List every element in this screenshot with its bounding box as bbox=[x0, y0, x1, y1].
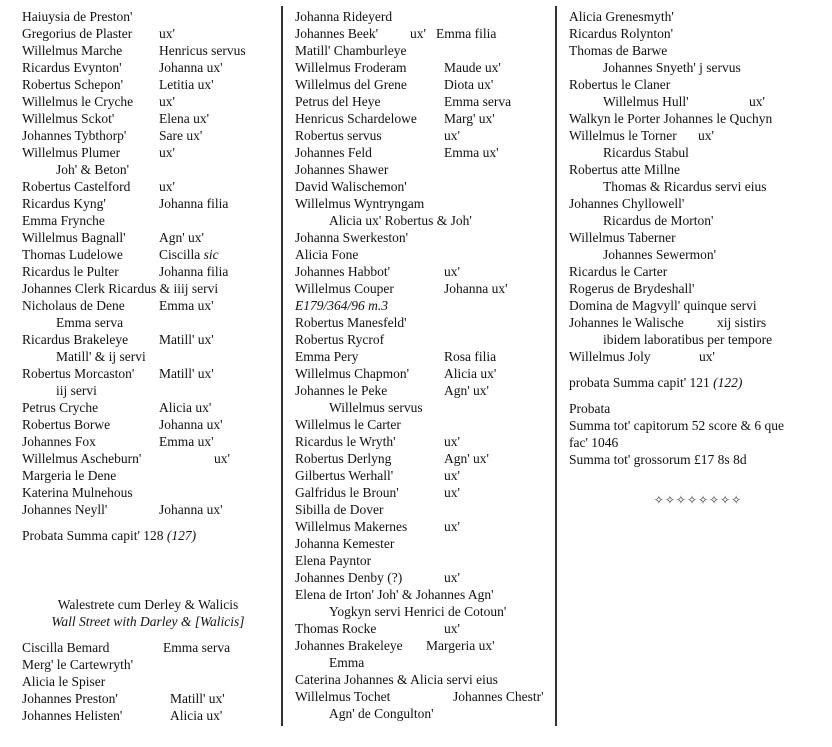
spacer bbox=[22, 544, 274, 596]
householder-name: Thomas Ludelowe bbox=[22, 247, 123, 262]
entry-row bbox=[295, 518, 552, 535]
entry-continuation: Emma bbox=[329, 655, 365, 670]
entry-row bbox=[295, 620, 552, 637]
householder-name: Johannes Neyll' bbox=[22, 502, 108, 517]
entry-continuation: Johannes Sewermon' bbox=[603, 247, 717, 262]
householder-name: Thomas Rocke bbox=[295, 621, 377, 636]
household-member: Diota ux' bbox=[444, 77, 494, 92]
spacer bbox=[22, 630, 274, 639]
entry-row bbox=[22, 365, 274, 382]
household-member: Johanna ux' bbox=[159, 60, 223, 75]
household-member: ux' bbox=[159, 179, 175, 194]
entry-row: Alicia Grenesmyth' bbox=[569, 9, 674, 24]
entry-row: Caterina Johannes & Alicia servi eius bbox=[295, 672, 498, 687]
entry-row: Johannes Chyllowell' bbox=[569, 196, 685, 211]
householder-name: Willelmus Froderam bbox=[295, 60, 407, 75]
spacer bbox=[569, 468, 827, 492]
entry-row bbox=[22, 110, 274, 127]
household-member: Emma ux' bbox=[159, 434, 214, 449]
householder-name: Johanna Swerkeston' bbox=[295, 230, 409, 245]
entry-continuation: Ricardus de Morton' bbox=[603, 213, 714, 228]
entry-row bbox=[22, 178, 274, 195]
summa-text: probata Summa capit' 121 bbox=[569, 375, 710, 390]
household-member: ux' Emma filia bbox=[410, 26, 497, 41]
entry-row bbox=[295, 637, 552, 654]
entry-row bbox=[22, 501, 274, 518]
householder-name: Matill' Chamburleye bbox=[295, 43, 407, 58]
householder-name: Nicholaus de Dene bbox=[22, 298, 125, 313]
household-member: Sare ux' bbox=[159, 128, 203, 143]
member-name: Ciscilla bbox=[159, 247, 201, 262]
entry-continuation: Ricardus Stabul bbox=[603, 145, 689, 160]
household-member: Agn' ux' bbox=[444, 451, 489, 466]
household-member: Marg' ux' bbox=[444, 111, 495, 126]
household-member: ux' bbox=[698, 128, 714, 143]
entry-row bbox=[295, 416, 552, 433]
householder-name: Johannes Habbot' bbox=[295, 264, 391, 279]
summa-correction: (127) bbox=[166, 528, 197, 543]
total-capitorum-cont: fac' 1046 bbox=[569, 435, 619, 450]
entry-row: Elena de Irton' Joh' & Johannes Agn' bbox=[295, 587, 494, 602]
entry-row bbox=[22, 42, 274, 59]
householder-name: Willelmus Wyntryngam bbox=[295, 196, 425, 211]
household-member: ux' bbox=[214, 451, 230, 466]
household-member: Johanna filia bbox=[159, 264, 229, 279]
column-2 bbox=[295, 8, 552, 722]
householder-name: Margeria le Dene bbox=[22, 468, 117, 483]
householder-name: Gilbertus Werhall' bbox=[295, 468, 394, 483]
householder-name: Willelmus le Cryche bbox=[22, 94, 134, 109]
entry-row bbox=[295, 110, 552, 127]
householder-name: Johannes Brakeleye bbox=[295, 638, 403, 653]
entry-row: Ricardus le Carter bbox=[569, 264, 668, 279]
householder-name: Willelmus del Grene bbox=[295, 77, 407, 92]
entry-row bbox=[22, 673, 274, 690]
householder-name: Petrus del Heye bbox=[295, 94, 381, 109]
householder-name: Willelmus Tochet bbox=[295, 689, 391, 704]
householder-name: Gregorius de Plaster bbox=[22, 26, 133, 41]
householder-name: Alicia le Spiser bbox=[22, 674, 106, 689]
entry-row bbox=[295, 501, 552, 518]
entry-row bbox=[22, 433, 274, 450]
entry-row bbox=[295, 433, 552, 450]
total-grossorum: Summa tot' grossorum £17 8s 8d bbox=[569, 452, 747, 467]
entry-continuation: Yogkyn servi Henrici de Cotoun' bbox=[329, 604, 507, 619]
householder-name: Johannes Beek' bbox=[295, 26, 379, 41]
household-member: Johannes Chestr' bbox=[453, 689, 544, 704]
summa-line bbox=[569, 374, 827, 391]
householder-name: Johannes Preston' bbox=[22, 691, 118, 706]
household-member: Alicia ux' bbox=[444, 366, 497, 381]
household-member: Margeria ux' bbox=[426, 638, 495, 653]
entry-list bbox=[22, 8, 274, 518]
column-1 bbox=[22, 8, 274, 724]
entry-row bbox=[295, 450, 552, 467]
entry-continuation: Emma serva bbox=[56, 315, 124, 330]
household-member: Alicia ux' bbox=[170, 708, 223, 723]
householder-name: Emma Pery bbox=[295, 349, 359, 364]
household-member: ux' bbox=[159, 26, 175, 41]
entry-row bbox=[22, 639, 274, 656]
household-member: ux' bbox=[444, 434, 460, 449]
household-member: Agn' ux' bbox=[159, 230, 204, 245]
household-member: ux' bbox=[444, 621, 460, 636]
entry-row bbox=[295, 144, 552, 161]
entry-continuation: ibidem laboratibus per tempore bbox=[603, 332, 773, 347]
entry-row bbox=[22, 416, 274, 433]
entry-row bbox=[22, 144, 274, 161]
householder-name: Henricus Schardelowe bbox=[295, 111, 417, 126]
householder-name: Johannes Denby (?) bbox=[295, 570, 403, 585]
entry-row bbox=[22, 229, 274, 246]
household-member: ux' bbox=[444, 264, 460, 279]
entry-row bbox=[295, 8, 552, 25]
entry-row bbox=[22, 484, 274, 501]
householder-name: Willelmus Sckot' bbox=[22, 111, 115, 126]
spacer bbox=[22, 518, 274, 527]
householder-name: Willelmus Ascheburn' bbox=[22, 451, 142, 466]
entry-row bbox=[295, 382, 552, 399]
entry-continuation: Johannes Snyeth' j servus bbox=[603, 60, 741, 75]
entry-row bbox=[295, 195, 552, 212]
membrane-reference: E179/364/96 m.3 bbox=[295, 298, 388, 313]
householder-name: Willelmus Hull' bbox=[603, 94, 689, 109]
household-member: ux' bbox=[444, 128, 460, 143]
entry-row bbox=[22, 399, 274, 416]
householder-name: Ricardus le Wryth' bbox=[295, 434, 396, 449]
summa-line bbox=[22, 527, 274, 544]
entry-row bbox=[295, 348, 552, 365]
entry-row: Robertus atte Millne bbox=[569, 162, 680, 177]
entry-row bbox=[295, 178, 552, 195]
entry-row bbox=[22, 76, 274, 93]
householder-name: Johannes Tybthorp' bbox=[22, 128, 127, 143]
entry-row bbox=[22, 59, 274, 76]
householder-name: Willelmus Makernes bbox=[295, 519, 408, 534]
householder-name: Willelmus Marche bbox=[22, 43, 123, 58]
household-member: ux' bbox=[444, 519, 460, 534]
householder-name: Robertus servus bbox=[295, 128, 382, 143]
household-member: ux' bbox=[444, 570, 460, 585]
household-member: ux' bbox=[159, 145, 175, 160]
householder-name: Johanna Rideyerd bbox=[295, 9, 393, 24]
household-member: Johanna filia bbox=[159, 196, 229, 211]
entry-row bbox=[295, 314, 552, 331]
entry-row bbox=[295, 535, 552, 552]
entry-continuation: Agn' de Congulton' bbox=[329, 706, 434, 721]
entry-row: Johannes Clerk Ricardus & iiij servi bbox=[22, 281, 219, 296]
entry-row bbox=[295, 76, 552, 93]
entry-row bbox=[295, 365, 552, 382]
entry-row: Thomas de Barwe bbox=[569, 43, 668, 58]
householder-name: Johannes le Walische bbox=[569, 315, 684, 330]
entry-continuation bbox=[569, 93, 827, 110]
entry-row bbox=[295, 552, 552, 569]
entry-row bbox=[22, 690, 274, 707]
entry-row bbox=[295, 467, 552, 484]
column-divider bbox=[555, 6, 557, 726]
entry-row bbox=[569, 348, 827, 365]
entry-row bbox=[295, 688, 552, 705]
entry-continuation: Willelmus servus bbox=[329, 400, 423, 415]
column-3 bbox=[569, 8, 827, 509]
householder-name: Johannes Helisten' bbox=[22, 708, 123, 723]
entry-continuation: Joh' & Beton' bbox=[56, 162, 130, 177]
householder-name: Haiuysia de Preston' bbox=[22, 9, 133, 24]
household-member: Emma serva bbox=[444, 94, 512, 109]
household-member: Rosa filia bbox=[444, 349, 497, 364]
entry-row bbox=[22, 246, 274, 263]
entry-row bbox=[295, 229, 552, 246]
entry-row bbox=[569, 314, 827, 331]
householder-name: Sibilla de Dover bbox=[295, 502, 384, 517]
household-member: Matill' ux' bbox=[170, 691, 225, 706]
household-member: Matill' ux' bbox=[159, 332, 214, 347]
householder-name: Alicia Fone bbox=[295, 247, 359, 262]
entry-row bbox=[295, 127, 552, 144]
household-member: Agn' ux' bbox=[444, 383, 489, 398]
household-member: Henricus servus bbox=[159, 43, 246, 58]
entry-row bbox=[22, 707, 274, 724]
householder-name: Ricardus Evynton' bbox=[22, 60, 122, 75]
household-member: Emma ux' bbox=[159, 298, 214, 313]
entry-continuation: iij servi bbox=[56, 383, 97, 398]
householder-name: Johannes le Peke bbox=[295, 383, 388, 398]
household-member: Letitia ux' bbox=[159, 77, 214, 92]
entry-row: Domina de Magvyll' quinque servi bbox=[569, 298, 757, 313]
entry-row bbox=[295, 59, 552, 76]
householder-name: Willelmus Joly bbox=[569, 349, 651, 364]
entry-row bbox=[22, 212, 274, 229]
probata-label: Probata bbox=[569, 401, 611, 416]
entry-row bbox=[295, 25, 552, 42]
summa-text: Probata Summa capit' 128 bbox=[22, 528, 164, 543]
entry-row bbox=[22, 263, 274, 280]
entry-row bbox=[22, 8, 274, 25]
householder-name: Johanna Kemester bbox=[295, 536, 395, 551]
section-subtitle: Wall Street with Darley & [Walicis] bbox=[51, 614, 245, 629]
entry-continuation: Alicia ux' Robertus & Joh' bbox=[329, 213, 472, 228]
householder-name: Johannes Fox bbox=[22, 434, 96, 449]
household-member: ux' bbox=[444, 485, 460, 500]
household-member: ux' bbox=[699, 349, 715, 364]
householder-name: Ricardus le Pulter bbox=[22, 264, 119, 279]
householder-name: Ricardus Kyng' bbox=[22, 196, 106, 211]
entry-row bbox=[22, 25, 274, 42]
total-capitorum: Summa tot' capitorum 52 score & 6 que bbox=[569, 418, 785, 433]
household-member: Matill' ux' bbox=[159, 366, 214, 381]
entry-row bbox=[295, 263, 552, 280]
entry-row bbox=[22, 331, 274, 348]
householder-name: Galfridus le Broun' bbox=[295, 485, 399, 500]
householder-name: Emma Frynche bbox=[22, 213, 105, 228]
entry-continuation: Matill' & ij servi bbox=[56, 349, 146, 364]
sic-note: sic bbox=[203, 247, 219, 262]
section-title: Walestrete cum Derley & Walicis bbox=[57, 597, 239, 612]
household-member: Johanna ux' bbox=[444, 281, 508, 296]
householder-name: Willelmus le Carter bbox=[295, 417, 401, 432]
householder-name: Willelmus Bagnall' bbox=[22, 230, 126, 245]
spacer bbox=[569, 391, 827, 400]
household-member: Emma serva bbox=[163, 640, 231, 655]
householder-name: Ricardus Brakeleye bbox=[22, 332, 129, 347]
household-member: Elena ux' bbox=[159, 111, 210, 126]
entry-row bbox=[295, 42, 552, 59]
entry-row: Ricardus Rolynton' bbox=[569, 26, 674, 41]
householder-name: Willelmus Couper bbox=[295, 281, 394, 296]
household-member: Emma ux' bbox=[444, 145, 499, 160]
household-member: ux' bbox=[159, 94, 175, 109]
entry-row bbox=[22, 93, 274, 110]
entry-row: Merg' le Cartewryth' bbox=[22, 657, 134, 672]
householder-name: Elena Payntor bbox=[295, 553, 372, 568]
householder-name: Johannes Feld bbox=[295, 145, 372, 160]
householder-name: Robertus Schepon' bbox=[22, 77, 124, 92]
household-member: Maude ux' bbox=[444, 60, 501, 75]
entry-row bbox=[295, 280, 552, 297]
householder-name: Robertus Morcaston' bbox=[22, 366, 135, 381]
household-member: ux' bbox=[749, 94, 765, 109]
entry-row: Walkyn le Porter Johannes le Quchyn bbox=[569, 111, 773, 126]
household-member bbox=[159, 246, 219, 263]
summa-correction: (122) bbox=[713, 375, 743, 390]
entry-row bbox=[295, 569, 552, 586]
column-divider bbox=[281, 6, 283, 726]
entry-row bbox=[295, 246, 552, 263]
entry-row: Robertus le Claner bbox=[569, 77, 671, 92]
entry-row bbox=[295, 161, 552, 178]
entry-row bbox=[22, 297, 274, 314]
householder-name: Robertus Manesfeld' bbox=[295, 315, 407, 330]
householder-name: Ciscilla Bemard bbox=[22, 640, 110, 655]
householder-name: Willelmus Plumer bbox=[22, 145, 121, 160]
entry-row: Rogerus de Brydeshall' bbox=[569, 281, 695, 296]
entry-row bbox=[22, 450, 274, 467]
entry-row bbox=[569, 127, 827, 144]
household-member: Johanna ux' bbox=[159, 417, 223, 432]
householder-name: Willelmus Chapmon' bbox=[295, 366, 410, 381]
entry-continuation: Thomas & Ricardus servi eius bbox=[603, 179, 767, 194]
householder-name: Robertus Rycrof bbox=[295, 332, 385, 347]
householder-name: Katerina Mulnehous bbox=[22, 485, 133, 500]
entry-row bbox=[295, 484, 552, 501]
entry-row bbox=[22, 467, 274, 484]
householder-name: Petrus Cryche bbox=[22, 400, 99, 415]
spacer bbox=[569, 365, 827, 374]
householder-name: Robertus Castelford bbox=[22, 179, 131, 194]
householder-name: Johannes Shawer bbox=[295, 162, 389, 177]
householder-name: Robertus Borwe bbox=[22, 417, 111, 432]
entry-row: Willelmus Taberner bbox=[569, 230, 676, 245]
household-member: xij sistirs bbox=[717, 315, 767, 330]
entry-row bbox=[22, 195, 274, 212]
entry-row bbox=[295, 93, 552, 110]
household-member: ux' bbox=[444, 468, 460, 483]
household-member: Alicia ux' bbox=[159, 400, 212, 415]
ornament-divider: ✧✧✧✧✧✧✧✧ bbox=[653, 493, 743, 507]
householder-name: Willelmus le Torner bbox=[569, 128, 677, 143]
householder-name: Robertus Derlyng bbox=[295, 451, 392, 466]
entry-row bbox=[22, 127, 274, 144]
household-member: Johanna ux' bbox=[159, 502, 223, 517]
entry-row bbox=[295, 331, 552, 348]
householder-name: David Walischemon' bbox=[295, 179, 407, 194]
